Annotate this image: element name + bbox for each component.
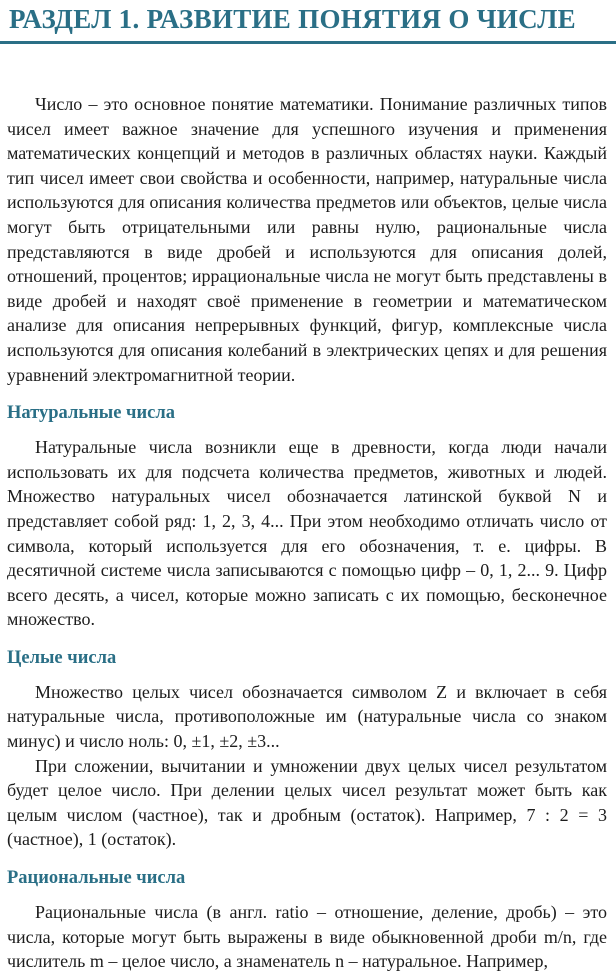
page-body <box>7 92 607 974</box>
intro-paragraph: Число – это основное понятие математики. Понимание различных типов чисел имеет важное значение для успешного изучения и применения математических концепций и методов в различных областях науки. Каждый тип чисел имеет свои свойства и особенности, например, натуральные числа используются для описания количества предметов или объектов, целые числа могут быть отрицательными или равны нулю, рациональные числа представляются в виде дробей и используются для описания долей, отношений, процентов; иррациональные числа не могут быть представлены в виде дробей и находят своё применение в геометрии и математическом анализе для описания непрерывных функций, фигур, комплексные числа используются для описания колебаний в электрических цепях и для решения уравнений электромагнитной теории. <box>7 94 607 385</box>
title-underline <box>0 41 616 44</box>
chapter-title: РАЗДЕЛ 1. РАЗВИТИЕ ПОНЯТИЯ О ЧИСЛЕ <box>9 4 576 34</box>
integers-paragraph-2: При сложении, вычитании и умножении двух целых чисел результатом будет целое число. При делении целых чисел результат может быть как целым числом (частное), так и дробным (остаток). Например, 7 : 2 = 3 (частное), 1 (остаток). <box>7 755 607 850</box>
section-heading-integers: Целые числа <box>7 647 117 668</box>
rational-numbers-paragraph: Рациональные числа (в англ. ratio – отношение, деление, дробь) – это числа, которые могут быть выражены в виде обыкновенной дроби m/n, где числитель m – целое число, а знаменатель n – натуральное. Например, <box>7 902 607 972</box>
natural-numbers-paragraph: Натуральные числа возникли еще в древности, когда люди начали использовать их для подсчета количества предметов, животных и людей. Множество натуральных чисел обозначается латинской буквой N и представляет собой ряд: 1, 2, 3, 4... При этом необходимо отличать число от символа, который используется для его обозначения, т. е. цифры. В десятичной системе числа записываются с помощью цифр – 0, 1, 2... 9. Цифр всего десять, а чисел, которые можно записать с их помощью, бесконечное множество. <box>7 437 607 630</box>
section-heading-rational: Рациональные числа <box>7 868 186 889</box>
section-heading-natural: Натуральные числа <box>7 403 175 424</box>
integers-paragraph-1: Множество целых чисел обозначается символом Z и включает в себя натуральные числа, противоположные им (натуральные числа со знаком минус) и число ноль: 0, ±1, ±2, ±3... <box>7 681 607 752</box>
